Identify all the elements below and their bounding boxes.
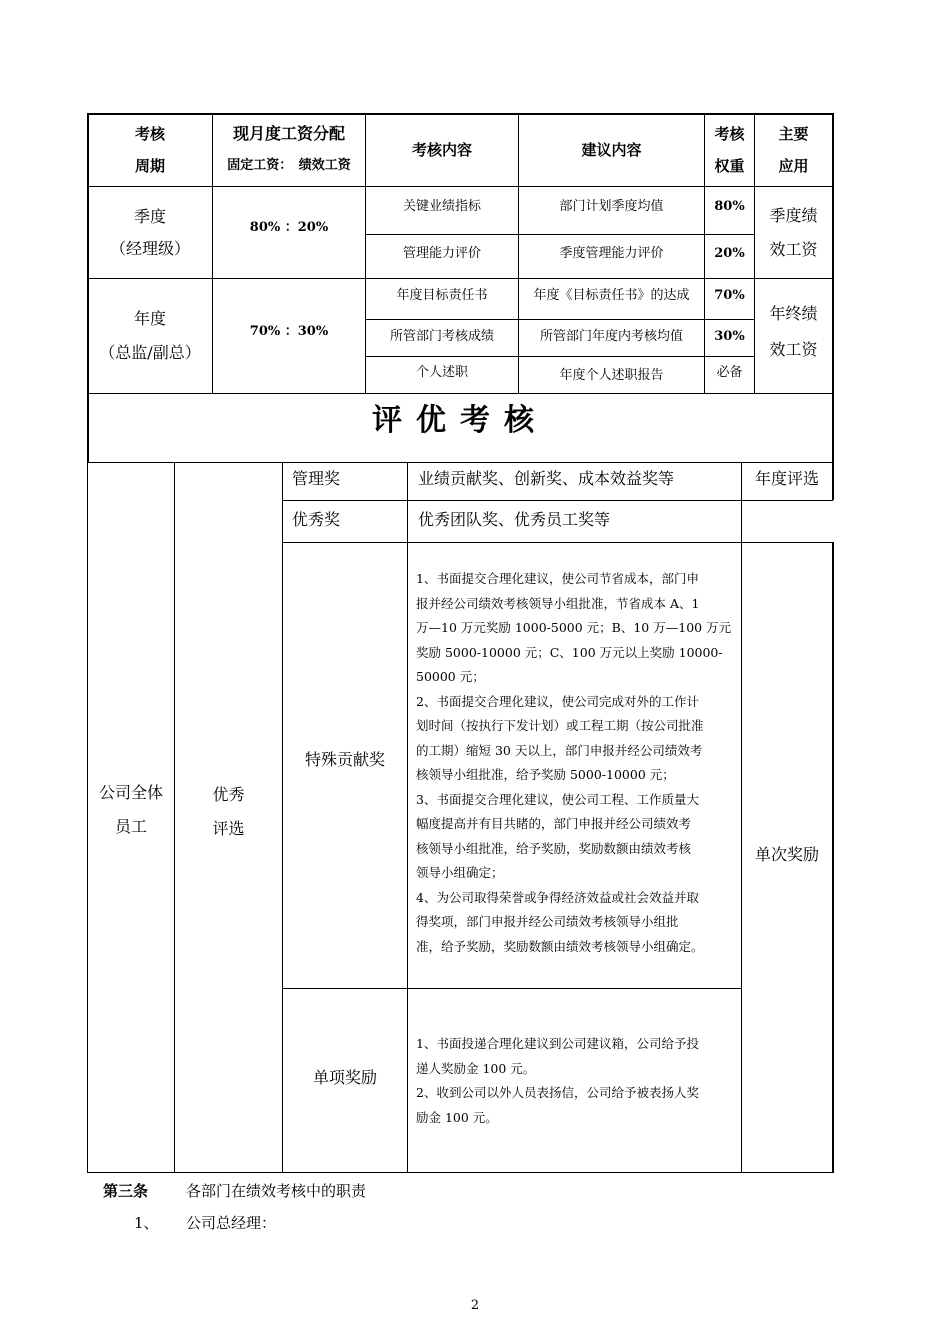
quarter-ratio [213,187,365,270]
annual-row1-weight [705,279,754,313]
quarter-ratio-text: 80% ：20% [249,220,329,236]
special-line: 幅度提高并有目共睹的，部门申报并经公司绩效考 [416,816,692,831]
page-number: 2 [470,1298,480,1313]
quarter-period-line2: （经理级） [109,238,190,258]
award-target-line1: 公司全体 [98,783,163,802]
quarter-row1-weight-text: 80% [714,198,745,214]
award-target-line2: 员工 [114,817,147,836]
quarter-row2-content [366,235,518,273]
special-line: 的工期）缩短 30 天以上，部门申报并经公司绩效考 [416,742,703,758]
quarter-apply-line1: 季度绩 [769,205,818,225]
article-label: 第三条 [103,1182,149,1200]
special-line: 4、为公司取得荣誉或争得经济效益或社会效益并取 [416,889,699,905]
special-award-name-text: 特殊贡献奖 [304,750,385,770]
single-line: 2、收到公司以外人员表扬信，公司给予被表扬人奖 [416,1085,699,1100]
single-award-name-text: 单项奖励 [312,1068,377,1088]
quarter-period-line1: 季度 [133,206,166,226]
annual-period [88,279,212,393]
header-weight-line1: 考核 [714,125,745,143]
quarter-row2-weight [705,235,754,273]
header-salary-title: 现月度工资分配 [232,124,345,143]
annual-row1-weight-text: 70% [714,287,745,303]
annual-row3-weight [705,357,754,389]
single-award-desc [416,1032,740,1130]
special-line: 准，给予奖励，奖励数额由绩效考核领导小组确定。 [416,938,704,954]
quarter-row2-weight-text: 20% [714,245,745,261]
annual-apply-line2: 效工资 [769,340,818,359]
annual-row2-suggest-text: 所管部门年度内考核均值 [539,328,683,344]
quarter-period [88,187,212,278]
header-apply [755,114,832,186]
quarter-row1-weight [705,187,754,227]
header-content-text: 考核内容 [411,141,472,159]
annual-row3-suggest-text: 年度个人述职报告 [559,368,664,384]
award-type [175,772,282,852]
annual-row3-content-text: 个人述职 [415,364,468,380]
special-line: 核领导小组批准，给予奖励 5000-10000 元； [416,767,675,782]
annual-period-line2: （总监/副总） [99,343,201,362]
article-item-text: 公司总经理： [186,1214,277,1232]
special-line: 1、书面提交合理化建议，使公司节省成本，部门申 [416,571,699,586]
annual-ratio [213,279,365,385]
special-line: 50000 元； [416,669,485,684]
special-line: 划时间（按执行下发计划）或工程工期（按公司批准 [416,718,704,733]
special-line: 核领导小组批准，给予奖励，奖励数额由绩效考核 [416,840,692,856]
award-row1-apply [742,463,832,495]
header-period-line1: 考核 [134,125,165,143]
annual-row3-weight-text: 必备 [716,364,743,380]
section-title [88,394,832,448]
award-row2-name: 优秀奖 [292,510,341,529]
header-period-line2: 周期 [134,157,165,175]
special-line: 奖励 5000-10000 元；C、100 万元以上奖励 10000- [416,644,723,660]
article-item-number: 1、 [134,1214,159,1232]
header-apply-line2: 应用 [778,157,809,175]
header-period [88,114,212,186]
header-weight [705,114,754,186]
header-content [366,114,518,186]
award-target [88,770,174,850]
single-line: 1、书面投递合理化建议到公司建议箱，公司给予投 [416,1036,699,1051]
award-apply-once-text: 单次奖励 [754,845,819,865]
annual-row2-suggest [519,320,704,354]
special-line: 得奖项，部门申报并经公司绩效考核领导小组批 [416,914,679,929]
annual-row2-content-text: 所管部门考核成绩 [389,328,494,344]
single-line: 励金 100 元。 [416,1109,498,1125]
quarter-row2-suggest [519,235,704,273]
annual-row2-weight [705,320,754,354]
quarter-row1-content-text: 关键业绩指标 [402,198,481,214]
header-suggest-text: 建议内容 [581,141,642,159]
quarter-row1-suggest [519,187,704,227]
annual-row3-suggest [519,360,704,393]
annual-row1-suggest-text: 年度《目标责任书》的达成 [533,287,690,303]
special-line: 万—10 万元奖励 1000-5000 元；B、10 万—100 万元 [416,620,732,635]
special-line: 领导小组确定； [416,865,504,880]
article-text: 各部门在绩效考核中的职责 [186,1182,367,1200]
quarter-row1-content [366,187,518,227]
award-type-line2: 评选 [212,819,245,838]
award-type-line1: 优秀 [212,785,245,804]
single-award-name [283,1058,407,1098]
special-line: 报并经公司绩效考核领导小组批准，节省成本 A、1 [416,595,700,611]
header-weight-line2: 权重 [714,157,745,175]
award-row1-apply-text: 年度评选 [754,469,819,489]
annual-row2-content [366,320,518,354]
quarter-row1-suggest-text: 部门计划季度均值 [559,198,664,214]
header-suggest [519,114,704,186]
quarter-apply-line2: 效工资 [769,239,818,259]
annual-row1-content-text: 年度目标责任书 [396,287,488,303]
annual-row3-content [366,357,518,389]
annual-row1-suggest [519,279,704,313]
annual-row2-weight-text: 30% [714,328,745,344]
award-row1-desc: 业绩贡献奖、创新奖、成本效益奖等 [418,469,675,488]
header-salary-sub: 固定工资： 绩效工资 [227,158,351,173]
award-row2-desc: 优秀团队奖、优秀员工奖等 [418,510,611,529]
annual-apply [755,279,832,385]
annual-row1-content [366,279,518,313]
special-line: 3、书面提交合理化建议，使公司工程、工作质量大 [416,791,699,807]
annual-apply-line1: 年终绩 [769,304,818,323]
special-award-name [283,740,407,780]
award-row1-name: 管理奖 [292,469,341,488]
annual-ratio-text: 70% ：30% [249,323,329,339]
section-title-text: 评优考核 [372,403,548,438]
single-line: 递人奖励金 100 元。 [416,1060,536,1076]
quarter-row2-suggest-text: 季度管理能力评价 [559,245,664,261]
quarter-row2-content-text: 管理能力评价 [402,245,481,261]
special-award-desc [416,567,740,959]
award-apply-once [742,838,832,872]
header-apply-line1: 主要 [778,125,809,143]
special-line: 2、书面提交合理化建议，使公司完成对外的工作计 [416,693,699,709]
quarter-apply [755,187,832,278]
annual-period-line1: 年度 [133,309,166,328]
header-salary [213,114,365,186]
